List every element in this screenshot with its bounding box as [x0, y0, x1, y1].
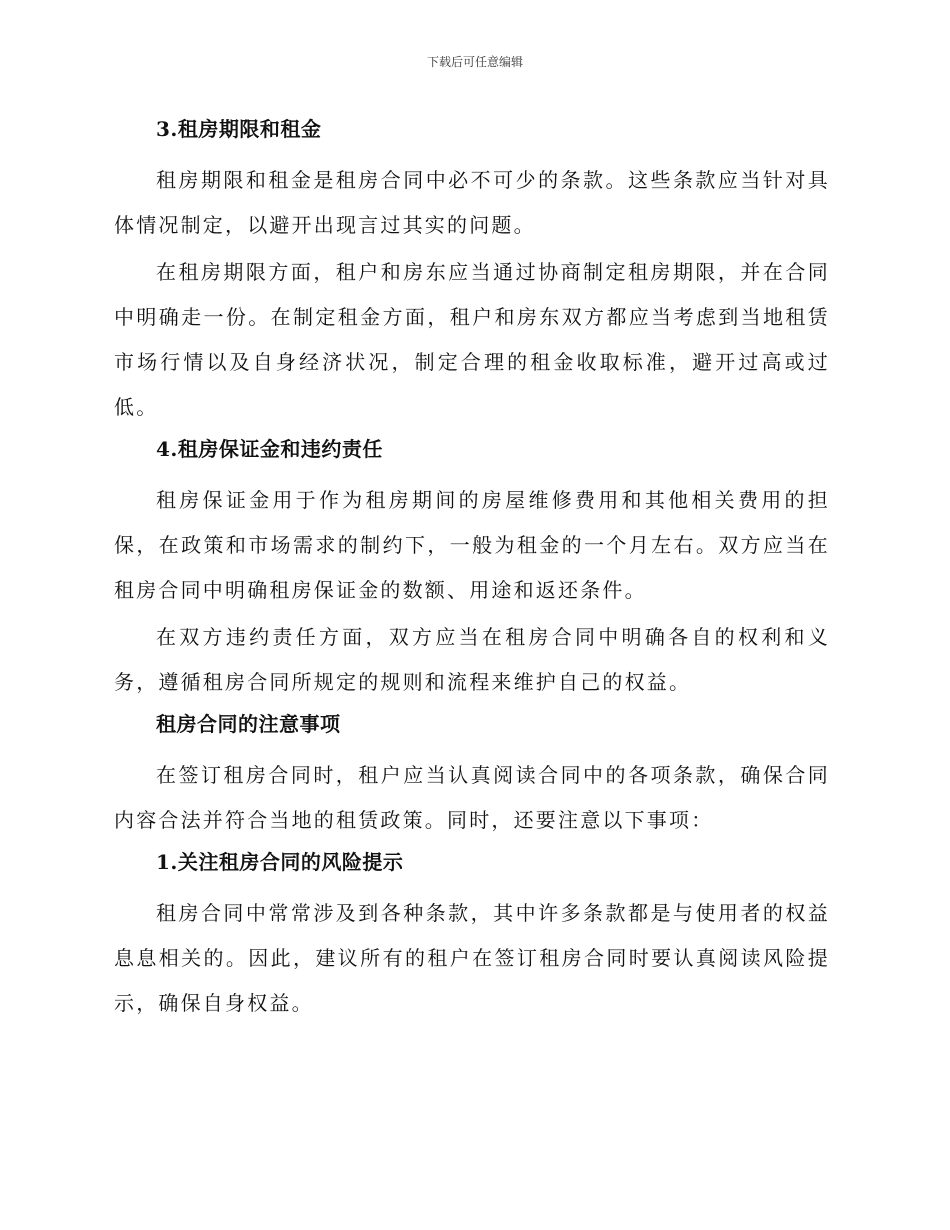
document-body — [114, 112, 830, 1028]
paragraph: 租房保证金用于作为租房期间的房屋维修费用和其他相关费用的担保，在政策和市场需求的制约下，一般为租金的一个月左右。双方应当在租房合同中明确租房保证金的数额、用途和返还条件。 — [114, 488, 830, 602]
section-risk-warning — [114, 845, 830, 1026]
paragraph: 租房期限和租金是租房合同中必不可少的条款。这些条款应当针对具体情况制定，以避开出现言过其实的问题。 — [114, 168, 830, 237]
section-heading: 3.租房期限和租金 — [156, 117, 322, 141]
section-heading: 4.租房保证金和违约责任 — [156, 437, 383, 461]
section-heading: 1.关注租房合同的风险提示 — [156, 850, 404, 874]
section-notes — [114, 707, 830, 843]
paragraph: 在签订租房合同时，租户应当认真阅读合同中的各项条款，确保合同内容合法并符合当地的租赁政策。同时，还要注意以下事项： — [114, 763, 830, 832]
page-header: 下载后可任意编辑 — [426, 55, 523, 69]
section-heading: 租房合同的注意事项 — [156, 712, 341, 736]
section-rent-term — [114, 112, 830, 430]
paragraph: 在租房期限方面，租户和房东应当通过协商制定租房期限，并在合同中明确走一份。在制定租金方面，租户和房东双方都应当考虑到当地租赁市场行情以及自身经济状况，制定合理的租金收取标准，避开过高或过低。 — [114, 260, 830, 419]
section-deposit-liability — [114, 432, 830, 705]
paragraph: 租房合同中常常涉及到各种条款，其中许多条款都是与使用者的权益息息相关的。因此，建议所有的租户在签订租房合同时要认真阅读风险提示，确保自身权益。 — [114, 901, 830, 1015]
paragraph: 在双方违约责任方面，双方应当在租房合同中明确各自的权利和义务，遵循租房合同所规定的规则和流程来维护自己的权益。 — [114, 625, 830, 694]
